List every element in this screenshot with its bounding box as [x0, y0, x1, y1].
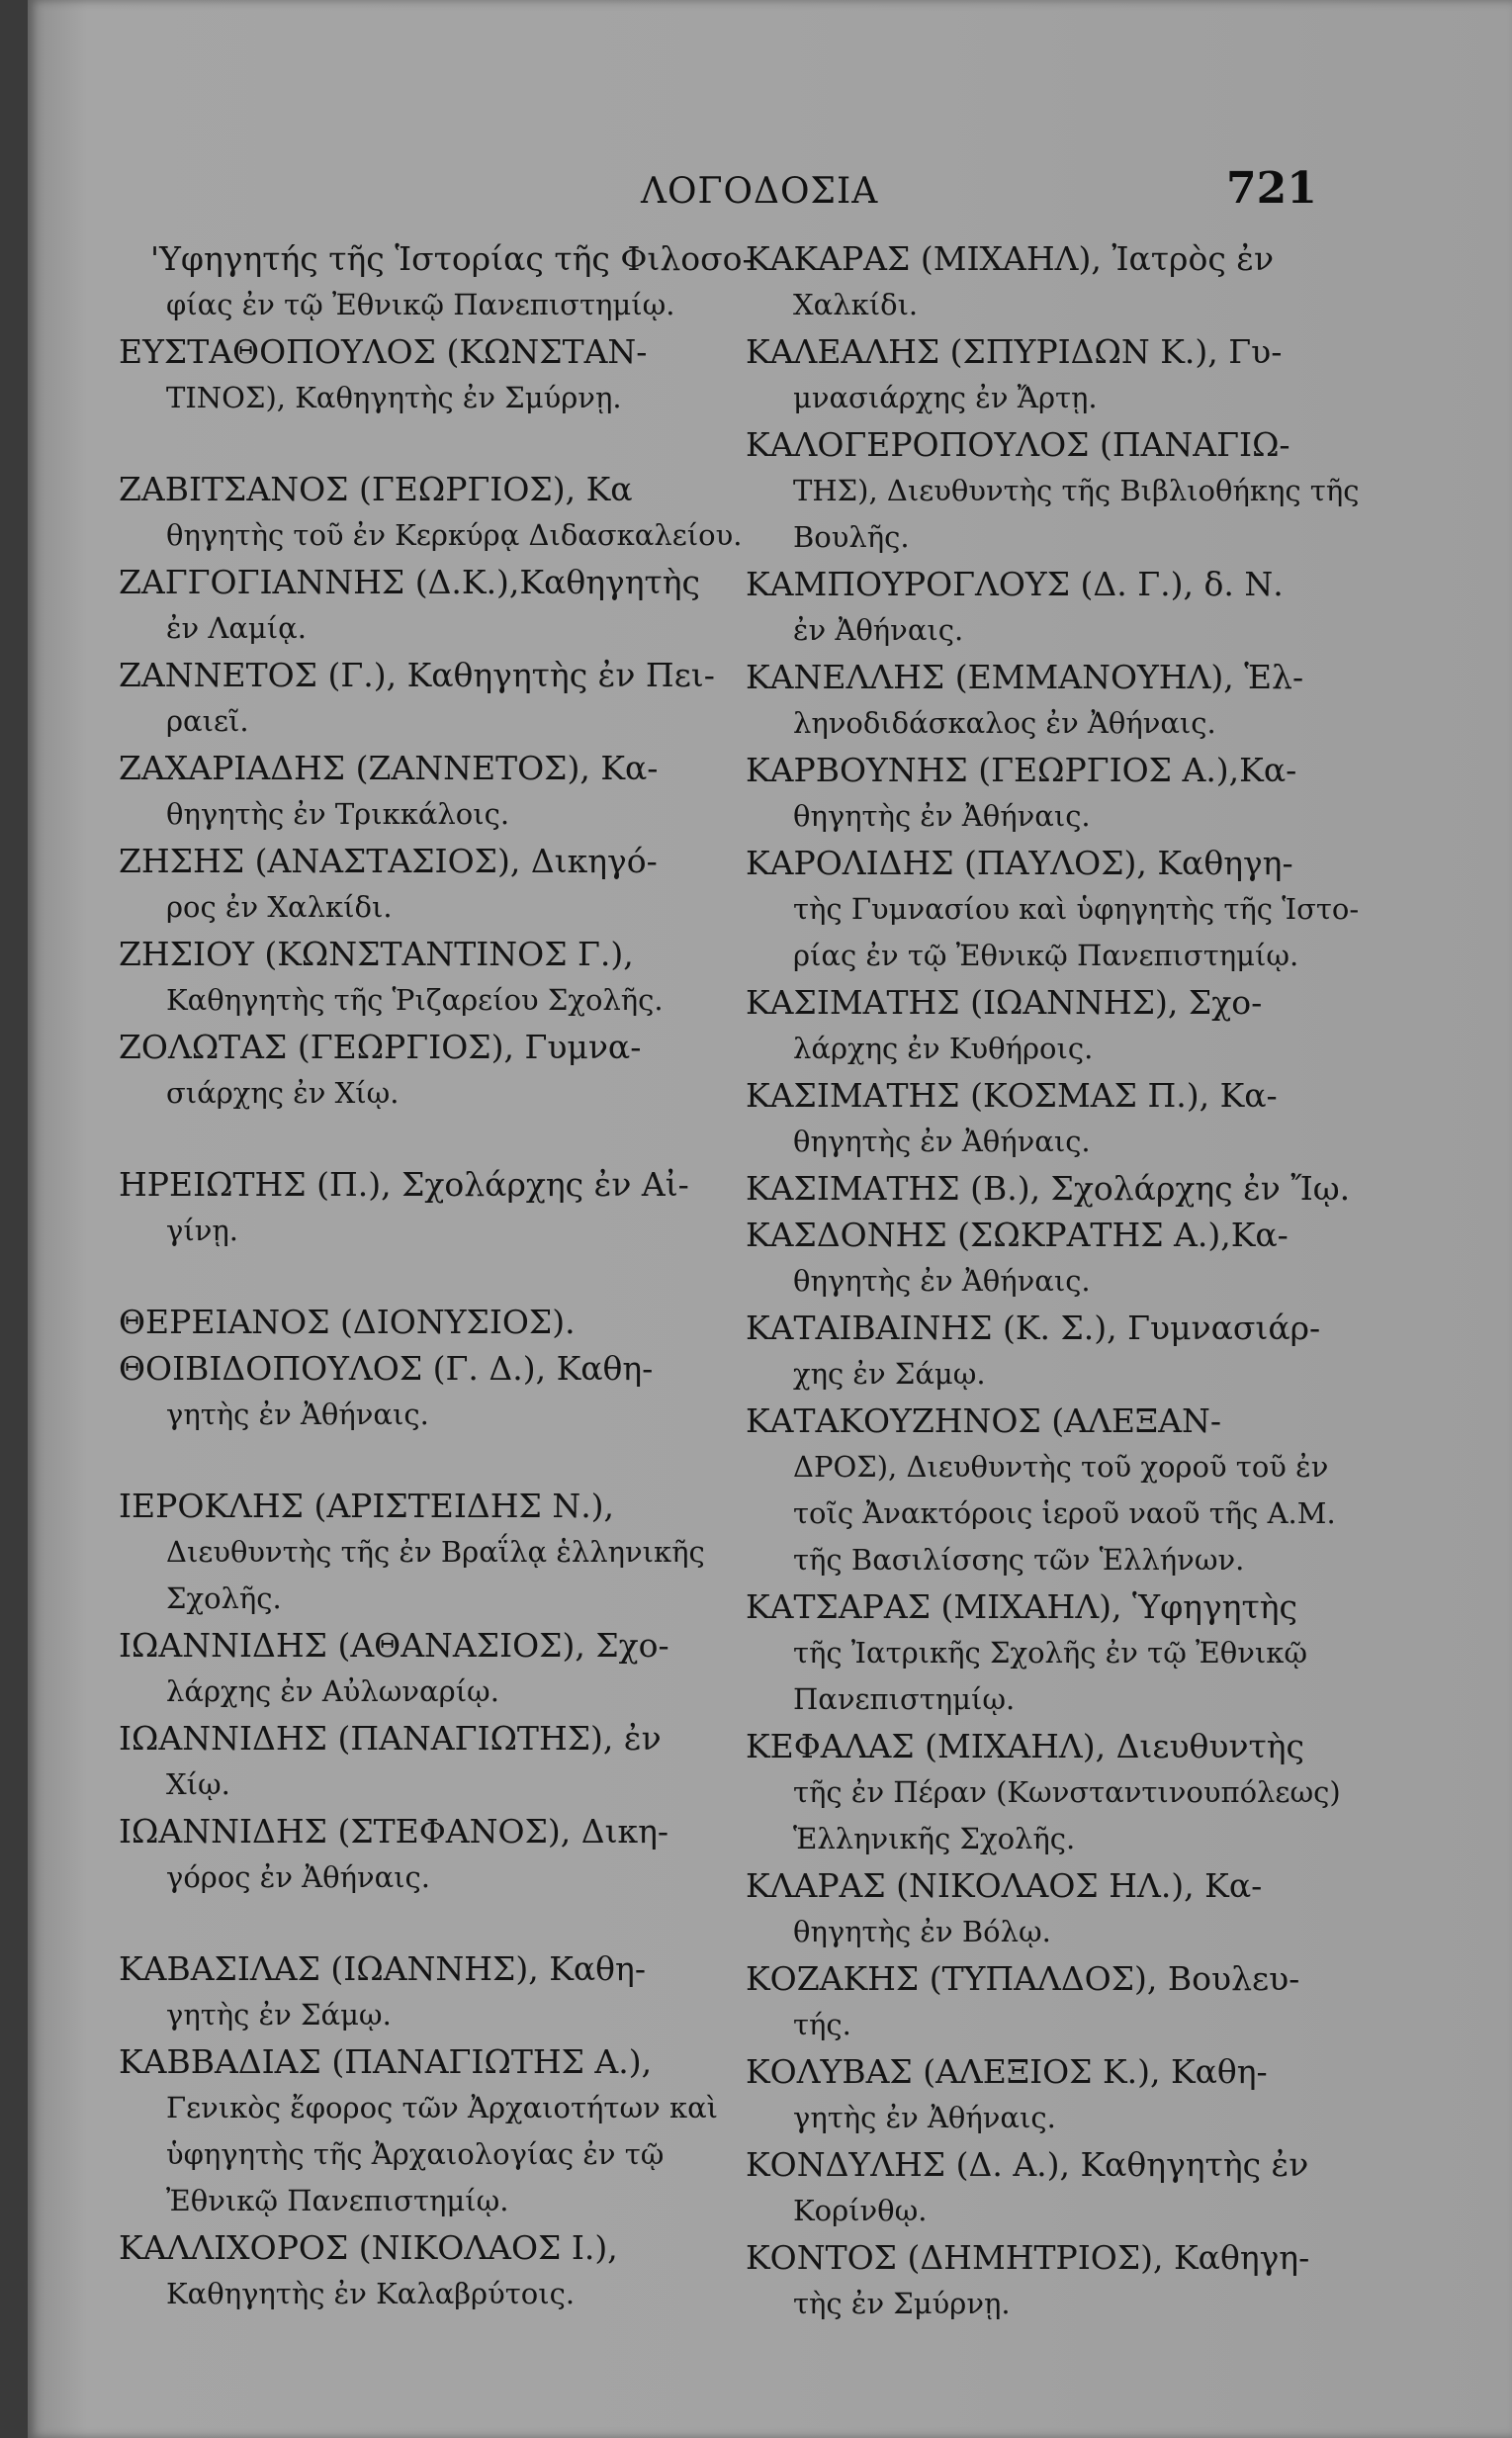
index-entry [746, 2048, 1359, 2141]
entry-description-line: τὴς Γυμνασίου καὶ ὑφηγητὴς τῆς Ἱστο- [793, 892, 1360, 926]
entry-name-line: ΘΟΙΒΙΔΟΠΟΥΛΟΣ (Γ. Δ.), Καθη- [119, 1349, 654, 1388]
entry-name-line: ΖΟΛΩΤΑΣ (ΓΕΩΡΓΙΟΣ), Γυμνα- [119, 1028, 642, 1066]
entry-name-line: ΚΑΤΣΑΡΑΣ (ΜΙΧΑΗΛ), Ὑφηγητὴς [746, 1587, 1297, 1626]
entry-description-line: γητὴς ἐν Ἀθήναις. [793, 2101, 1056, 2134]
entry-description-line: Κορίνθῳ. [793, 2194, 928, 2227]
entry-description-line: Καθηγητὴς ἐν Καλαβρύτοις. [166, 2277, 576, 2310]
index-entry [119, 2038, 732, 2224]
entry-description-line: ΔΡΟΣ), Διευθυντὴς τοῦ χοροῦ τοῦ ἐν [793, 1450, 1329, 1484]
entry-description-line: γόρος ἐν Ἀθήναις. [166, 1860, 430, 1894]
entry-name-line: ΖΑΧΑΡΙΑΔΗΣ (ΖΑΝΝΕΤΟΣ), Κα- [119, 749, 659, 787]
entry-name-line: ΚΑΛΟΓΕΡΟΠΟΥΛΟΣ (ΠΑΝΑΓΙΩ- [746, 425, 1290, 464]
entry-gap [119, 421, 732, 466]
index-entry [119, 466, 743, 559]
index-entry [119, 652, 732, 745]
index-entry [119, 559, 732, 652]
entry-description-line: ληνοδιδάσκαλος ἐν Ἀθήναις. [793, 706, 1216, 740]
entry-description-line: Σχολῆς. [166, 1581, 282, 1615]
entry-name-line: ΚΑΝΕΛΛΗΣ (ΕΜΜΑΝΟΥΗΛ), Ἑλ- [746, 658, 1304, 696]
entry-name-line: ΚΑΣΔΟΝΗΣ (ΣΩΚΡΑΤΗΣ Α.),Κα- [746, 1216, 1289, 1254]
entry-description-line: γίνῃ. [166, 1214, 238, 1247]
entry-name-line: ΘΕΡΕΙΑΝΟΣ (ΔΙΟΝΥΣΙΟΣ). [119, 1303, 576, 1341]
entry-gap [119, 1438, 732, 1483]
entry-description-line: Ἑλληνικῆς Σχολῆς. [793, 1822, 1076, 1855]
index-entry [746, 1955, 1359, 2048]
entry-description-line: φίας ἐν τῷ Ἐθνικῷ Πανεπιστημίῳ. [166, 288, 675, 321]
index-entry [746, 1072, 1359, 1165]
entry-name-line: ΖΑΓΓΟΓΙΑΝΝΗΣ (Δ.Κ.),Καθηγητὴς [119, 563, 701, 601]
book-page [28, 0, 1512, 2438]
index-entry [746, 1862, 1359, 1955]
index-entry [119, 1299, 732, 1345]
index-entry [746, 421, 1359, 561]
index-entry [119, 1808, 732, 1901]
index-entry [746, 1305, 1359, 1398]
index-entry [746, 328, 1359, 421]
entry-description-line: ραιεῖ. [166, 704, 249, 738]
entry-name-line: ΖΑΝΝΕΤΟΣ (Γ.), Καθηγητὴς ἐν Πει- [119, 656, 715, 694]
index-entry [746, 840, 1359, 979]
index-entry [746, 235, 1359, 328]
entry-name-line: ΙΩΑΝΝΙΔΗΣ (ΣΤΕΦΑΝΟΣ), Δικη- [119, 1812, 669, 1851]
entry-description-line: θηγητὴς ἐν Ἀθήναις. [793, 1264, 1091, 1298]
index-entry [119, 328, 732, 421]
entry-name-line: ΚΛΑΡΑΣ (ΝΙΚΟΛΑΟΣ ΗΛ.), Κα- [746, 1866, 1263, 1905]
index-entry [746, 2141, 1359, 2234]
entry-name-line: ΖΗΣΗΣ (ΑΝΑΣΤΑΣΙΟΣ), Δικηγό- [119, 842, 658, 880]
entry-description-line: θηγητὴς ἐν Βόλῳ. [793, 1915, 1051, 1948]
entry-name-line: ΚΑΒΑΣΙΛΑΣ (ΙΩΑΝΝΗΣ), Καθη- [119, 1949, 646, 1988]
entry-description-line: ὑφηγητὴς τῆς Ἀρχαιολογίας ἐν τῷ [166, 2137, 665, 2171]
entry-description-line: χης ἐν Σάμῳ. [793, 1357, 986, 1391]
entry-name-line: ΖΗΣΙΟΥ (ΚΩΝΣΤΑΝΤΙΝΟΣ Γ.), [119, 935, 634, 973]
entry-name-line: ΙΩΑΝΝΙΔΗΣ (ΑΘΑΝΑΣΙΟΣ), Σχο- [119, 1626, 669, 1665]
index-entry [746, 1212, 1359, 1305]
index-entry [746, 1165, 1359, 1212]
entry-name-line: ΚΟΝΤΟΣ (ΔΗΜΗΤΡΙΟΣ), Καθηγη- [746, 2238, 1310, 2277]
entry-description-line: ρος ἐν Χαλκίδι. [166, 890, 393, 924]
entry-description-line: ἐν Ἀθήναις. [793, 613, 964, 647]
entry-name-line: ΚΟΝΔΥΛΗΣ (Δ. Α.), Καθηγητὴς ἐν [746, 2145, 1309, 2184]
entry-name-line: ΖΑΒΙΤΣΑΝΟΣ (ΓΕΩΡΓΙΟΣ), Κα [119, 470, 633, 508]
right-column [746, 235, 1359, 2327]
entry-description-line: ρίας ἐν τῷ Ἐθνικῷ Πανεπιστημίῳ. [793, 939, 1299, 972]
index-entry [119, 1024, 732, 1117]
entry-name-line: ΚΑΛΛΙΧΟΡΟΣ (ΝΙΚΟΛΑΟΣ Ι.), [119, 2228, 618, 2267]
entry-gap [119, 1117, 732, 1161]
entry-description-line: λάρχης ἐν Κυθήροις. [793, 1032, 1094, 1065]
entry-description-line: ΤΗΣ), Διευθυντὴς τῆς Βιβλιοθήκης τῆς [793, 474, 1360, 507]
index-entry [119, 931, 732, 1024]
entry-name-line: ΚΑΚΑΡΑΣ (ΜΙΧΑΗΛ), Ἰατρὸς ἐν [746, 239, 1275, 278]
entry-name-line: ΚΑΣΙΜΑΤΗΣ (ΚΟΣΜΑΣ Π.), Κα- [746, 1076, 1278, 1115]
index-entry [119, 1345, 732, 1438]
index-entry [746, 1583, 1359, 1723]
entry-description-line: θηγητὴς ἐν Ἀθήναις. [793, 799, 1091, 833]
entry-description-line: γητὴς ἐν Ἀθήναις. [166, 1398, 429, 1431]
entry-description-line: τὴς ἐν Σμύρνῃ. [793, 2287, 1011, 2320]
entry-description-line: θηγητὴς τοῦ ἐν Κερκύρᾳ Διδασκαλείου. [166, 518, 743, 552]
entry-description-line: Χαλκίδι. [793, 288, 919, 321]
entry-gap [119, 1901, 732, 1945]
index-entry [746, 2234, 1359, 2327]
entry-description-line: μνασιάρχης ἐν Ἄρτῃ. [793, 381, 1098, 414]
index-entry [746, 747, 1359, 840]
entry-description-line: Πανεπιστημίῳ. [793, 1682, 1016, 1716]
entry-description-line: ἐν Λαμίᾳ. [166, 611, 307, 645]
entry-description-line: γητὴς ἐν Σάμῳ. [166, 1998, 392, 2032]
entry-description-line: θηγητὴς ἐν Τρικκάλοις. [166, 797, 510, 831]
entry-description-line: ΤΙΝΟΣ), Καθηγητὴς ἐν Σμύρνῃ. [166, 381, 622, 414]
index-entry [119, 2224, 732, 2317]
entry-description-line: Χίῳ. [166, 1767, 230, 1801]
entry-description-line: Ἐθνικῷ Πανεπιστημίῳ. [166, 2184, 509, 2217]
index-entry [746, 654, 1359, 747]
entry-description-line: τῆς ἐν Πέραν (Κωνσταντινουπόλεως) [793, 1775, 1341, 1809]
entry-description-line: Διευθυντὴς τῆς ἐν Βραΐλᾳ ἑλληνικῆς [166, 1535, 705, 1569]
entry-name-line: ΚΑΤΑΚΟΥΖΗΝΟΣ (ΑΛΕΞΑΝ- [746, 1401, 1221, 1440]
entry-description-line: θηγητὴς ἐν Ἀθήναις. [793, 1125, 1091, 1158]
entry-name-line: ΙΩΑΝΝΙΔΗΣ (ΠΑΝΑΓΙΩΤΗΣ), ἐν [119, 1719, 662, 1758]
entry-name-line: ΚΟΛΥΒΑΣ (ΑΛΕΞΙΟΣ Κ.), Καθη- [746, 2052, 1268, 2091]
entry-name-line: ΕΥΣΤΑΘΟΠΟΥΛΟΣ (ΚΩΝΣΤΑΝ- [119, 332, 648, 371]
entry-name-line: ΚΑΣΙΜΑΤΗΣ (Β.), Σχολάρχης ἐν Ἴῳ. [746, 1169, 1351, 1208]
left-column [119, 235, 754, 2317]
running-title: ΛΟΓΟΔΟΣΙΑ [641, 171, 879, 212]
entry-name-line: ΚΕΦΑΛΑΣ (ΜΙΧΑΗΛ), Διευθυντὴς [746, 1727, 1305, 1765]
index-entry [119, 1715, 732, 1808]
entry-description-line: τῆς Ἰατρικῆς Σχολῆς ἐν τῷ Ἐθνικῷ [793, 1636, 1308, 1670]
entry-name-line: ΚΑΡΟΛΙΔΗΣ (ΠΑΥΛΟΣ), Καθηγη- [746, 844, 1293, 882]
index-entry [119, 1483, 732, 1622]
index-entry [119, 745, 732, 838]
index-entry [119, 1622, 732, 1715]
index-entry [746, 1723, 1359, 1862]
index-entry [746, 979, 1359, 1072]
entry-name-line: ΚΑΣΙΜΑΤΗΣ (ΙΩΑΝΝΗΣ), Σχο- [746, 983, 1263, 1022]
page-number: 721 [1226, 163, 1317, 214]
entry-name-line: ΚΑΛΕΑΛΗΣ (ΣΠΥΡΙΔΩΝ Κ.), Γυ- [746, 332, 1283, 371]
entry-description-line: Καθηγητὴς τῆς Ῥιζαρείου Σχολῆς. [166, 983, 664, 1017]
index-entry [746, 1398, 1359, 1583]
entry-description-line: λάρχης ἐν Αὐλωναρίῳ. [166, 1674, 499, 1708]
index-entry [119, 235, 754, 328]
entry-name-line: ΚΟΖΑΚΗΣ (ΤΥΠΑΛΔΟΣ), Βουλευ- [746, 1959, 1300, 1998]
entry-name-line: ΚΑΒΒΑΔΙΑΣ (ΠΑΝΑΓΙΩΤΗΣ Α.), [119, 2042, 653, 2081]
entry-name-line: ΗΡΕΙΩΤΗΣ (Π.), Σχολάρχης ἐν Αἰ- [119, 1165, 689, 1204]
entry-description-line: τοῖς Ἀνακτόροις ἱεροῦ ναοῦ τῆς Α.Μ. [793, 1496, 1336, 1530]
index-entry [119, 1945, 732, 2038]
entry-name-line: ΙΕΡΟΚΛΗΣ (ΑΡΙΣΤΕΙΔΗΣ Ν.), [119, 1487, 615, 1525]
entry-name-line: ΚΑΡΒΟΥΝΗΣ (ΓΕΩΡΓΙΟΣ Α.),Κα- [746, 751, 1297, 789]
entry-name-line: 'Υφηγητής τῆς Ἱστορίας τῆς Φιλοσο- [150, 239, 754, 278]
entry-description-line: σιάρχης ἐν Χίῳ. [166, 1076, 400, 1110]
entry-gap [119, 1254, 732, 1299]
entry-description-line: Γενικὸς ἔφορος τῶν Ἀρχαιοτήτων καὶ [166, 2091, 719, 2124]
entry-description-line: τῆς Βασιλίσσης τῶν Ἑλλήνων. [793, 1543, 1245, 1577]
entry-description-line: τής. [793, 2008, 851, 2041]
index-entry [119, 838, 732, 931]
page-header [28, 163, 1512, 213]
entry-name-line: ΚΑΜΠΟΥΡΟΓΛΟΥΣ (Δ. Γ.), δ. Ν. [746, 565, 1284, 603]
entry-name-line: ΚΑΤΑΙΒΑΙΝΗΣ (Κ. Σ.), Γυμνασιάρ- [746, 1309, 1321, 1347]
index-entry [746, 561, 1359, 654]
entry-description-line: Βουλῆς. [793, 520, 910, 554]
index-entry [119, 1161, 732, 1254]
